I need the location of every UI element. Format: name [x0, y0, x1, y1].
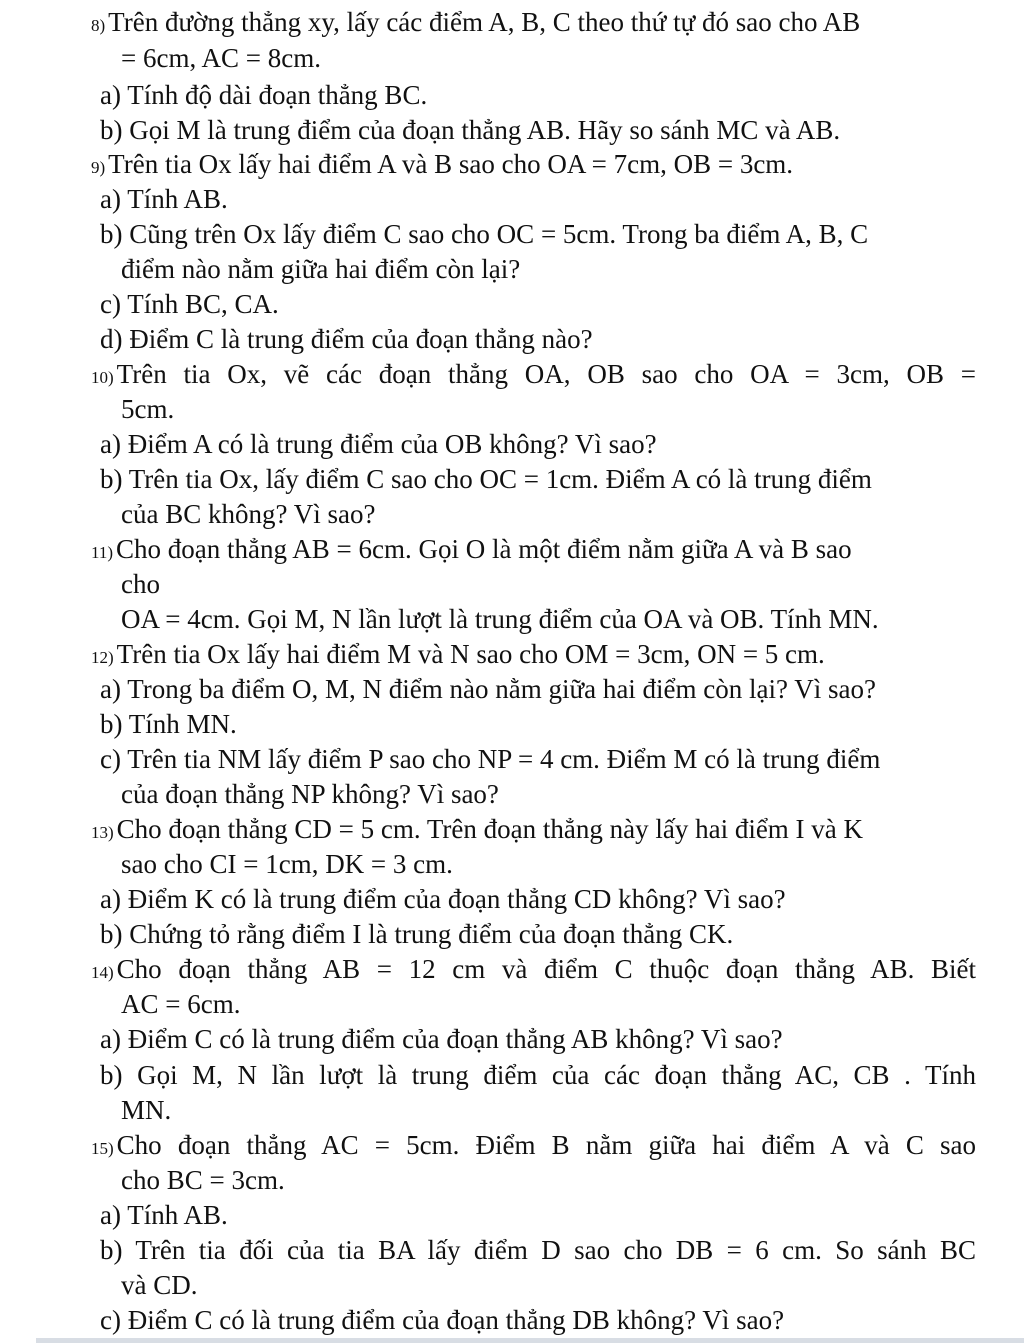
problem-10-statement [91, 357, 976, 395]
problem-10-part-b-line-2: của BC không? Vì sao? [121, 499, 376, 529]
problem-10-line-1: Trên tia Ox, vẽ các đoạn thẳng OA, OB sao cho OA = 3cm, OB = [116, 359, 976, 389]
problem-8-statement [91, 5, 976, 43]
problem-10-number: 10) [91, 368, 114, 387]
problem-12-line-1: Trên tia Ox lấy hai điểm M và N sao cho OM = 3cm, ON = 5 cm. [116, 639, 825, 669]
problem-10-part-b-line-1: b) Trên tia Ox, lấy điểm C sao cho OC = 1cm. Điểm A có là trung điểm [100, 464, 872, 494]
problem-13-part-a: a) Điểm K có là trung điểm của đoạn thẳng CD không? Vì sao? [100, 884, 786, 914]
problem-12-statement [91, 637, 976, 675]
problem-12-part-c-line-1: c) Trên tia NM lấy điểm P sao cho NP = 4 cm. Điểm M có là trung điểm [100, 744, 881, 774]
problem-15-part-a: a) Tính AB. [100, 1200, 228, 1230]
problem-11-number: 11) [91, 543, 114, 562]
problem-15-part-c: c) Điểm C có là trung điểm của đoạn thẳng DB không? Vì sao? [100, 1305, 785, 1335]
problem-10-line-2: 5cm. [121, 394, 175, 424]
problem-14-statement [91, 952, 976, 990]
page-bottom-edge [0, 1338, 1024, 1343]
problem-9-part-c: c) Tính BC, CA. [100, 289, 279, 319]
problem-14-part-a: a) Điểm C có là trung điểm của đoạn thẳng AB không? Vì sao? [100, 1024, 783, 1054]
problem-14-part-b-line-1: b) Gọi M, N lần lượt là trung điểm của các đoạn thẳng AC, CB . Tính [100, 1060, 976, 1090]
problem-13-part-b: b) Chứng tỏ rằng điểm I là trung điểm của đoạn thẳng CK. [100, 919, 734, 949]
problem-15-line-2: cho BC = 3cm. [121, 1165, 285, 1195]
problem-15-line-1: Cho đoạn thẳng AC = 5cm. Điểm B nằm giữa hai điểm A và C sao [116, 1130, 976, 1160]
problem-8-line-2: = 6cm, AC = 8cm. [121, 43, 321, 73]
problem-9-part-b-line-1: b) Cũng trên Ox lấy điểm C sao cho OC = 5cm. Trong ba điểm A, B, C [100, 219, 869, 249]
problem-15-number: 15) [91, 1139, 114, 1158]
problem-15-part-b-line-2: và CD. [121, 1270, 198, 1300]
problem-14-part-b-line-2: MN. [121, 1095, 172, 1125]
problem-11-line-3: OA = 4cm. Gọi M, N lần lượt là trung điểm của OA và OB. Tính MN. [121, 604, 879, 634]
problem-8-number: 8) [91, 16, 106, 35]
problem-14-line-2: AC = 6cm. [121, 989, 241, 1019]
problem-11-line-1: Cho đoạn thẳng AB = 6cm. Gọi O là một điểm nằm giữa A và B sao [116, 534, 852, 564]
problem-8-part-a: a) Tính độ dài đoạn thẳng BC. [100, 80, 428, 110]
page-bottom-edge-gap [0, 1338, 36, 1343]
problem-11-line-2: cho [121, 569, 160, 599]
problem-15-part-b-line-1: b) Trên tia đối của tia BA lấy điểm D sao cho DB = 6 cm. So sánh BC [100, 1235, 976, 1265]
problem-9-part-a: a) Tính AB. [100, 184, 228, 214]
problem-9-number: 9) [91, 158, 106, 177]
problem-12-number: 12) [91, 648, 114, 667]
problem-9-part-d: d) Điểm C là trung điểm của đoạn thẳng nào? [100, 324, 593, 354]
problem-13-statement [91, 812, 976, 850]
problem-14-number: 14) [91, 963, 114, 982]
problem-8-line-1: Trên đường thẳng xy, lấy các điểm A, B, C theo thứ tự đó sao cho AB [108, 7, 861, 37]
problem-14-line-1: Cho đoạn thẳng AB = 12 cm và điểm C thuộc đoạn thẳng AB. Biết [116, 954, 976, 984]
problem-13-line-1: Cho đoạn thẳng CD = 5 cm. Trên đoạn thẳng này lấy hai điểm I và K [116, 814, 864, 844]
problem-12-part-c-line-2: của đoạn thẳng NP không? Vì sao? [121, 779, 499, 809]
problem-9-line-1: Trên tia Ox lấy hai điểm A và B sao cho OA = 7cm, OB = 3cm. [108, 149, 794, 179]
problem-15-statement [91, 1128, 976, 1166]
problem-12-part-a: a) Trong ba điểm O, M, N điểm nào nằm giữa hai điểm còn lại? Vì sao? [100, 674, 876, 704]
problem-9-part-b-line-2: điểm nào nằm giữa hai điểm còn lại? [121, 254, 521, 284]
problem-13-line-2: sao cho CI = 1cm, DK = 3 cm. [121, 849, 453, 879]
problem-9-statement [91, 147, 976, 185]
problem-13-number: 13) [91, 823, 114, 842]
problem-11-statement [91, 532, 976, 570]
problem-8-part-b: b) Gọi M là trung điểm của đoạn thẳng AB. Hãy so sánh MC và AB. [100, 115, 841, 145]
problem-12-part-b: b) Tính MN. [100, 709, 237, 739]
problem-10-part-a: a) Điểm A có là trung điểm của OB không? Vì sao? [100, 429, 657, 459]
